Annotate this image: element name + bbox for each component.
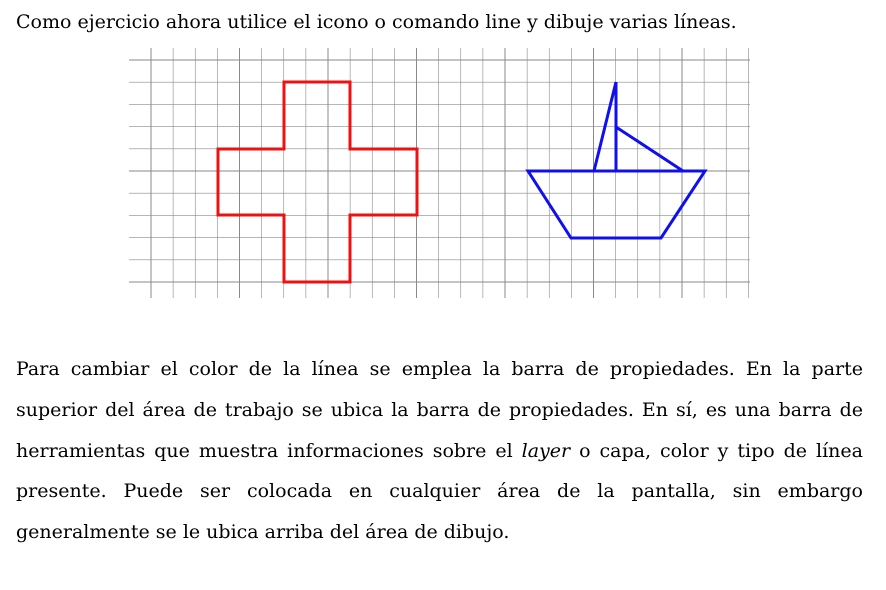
paragraph-italic-term: layer [521,439,571,462]
paragraph-text-part1: Para cambiar el color de la línea se emplea la barra de propiedades. En la parte superior del área de trabajo se ubica la barra de propiedades. En sí, es una barra de herramientas que muestra informaciones sobre el [16,358,863,462]
grid-paper [129,48,750,298]
body-paragraph [16,349,863,553]
red-cross-shape [218,82,417,282]
boat-hull [528,171,705,238]
blue-boat-shape [528,82,705,238]
paragraph-text-part2: o capa, color y tipo de línea presente. Puede ser colocada en cualquier área de la pantalla, sin embargo generalmente se le ubica arriba del área de dibujo. [16,439,863,544]
intro-text: Como ejercicio ahora utilice el icono o comando line y dibuje varias líneas. [16,11,737,33]
